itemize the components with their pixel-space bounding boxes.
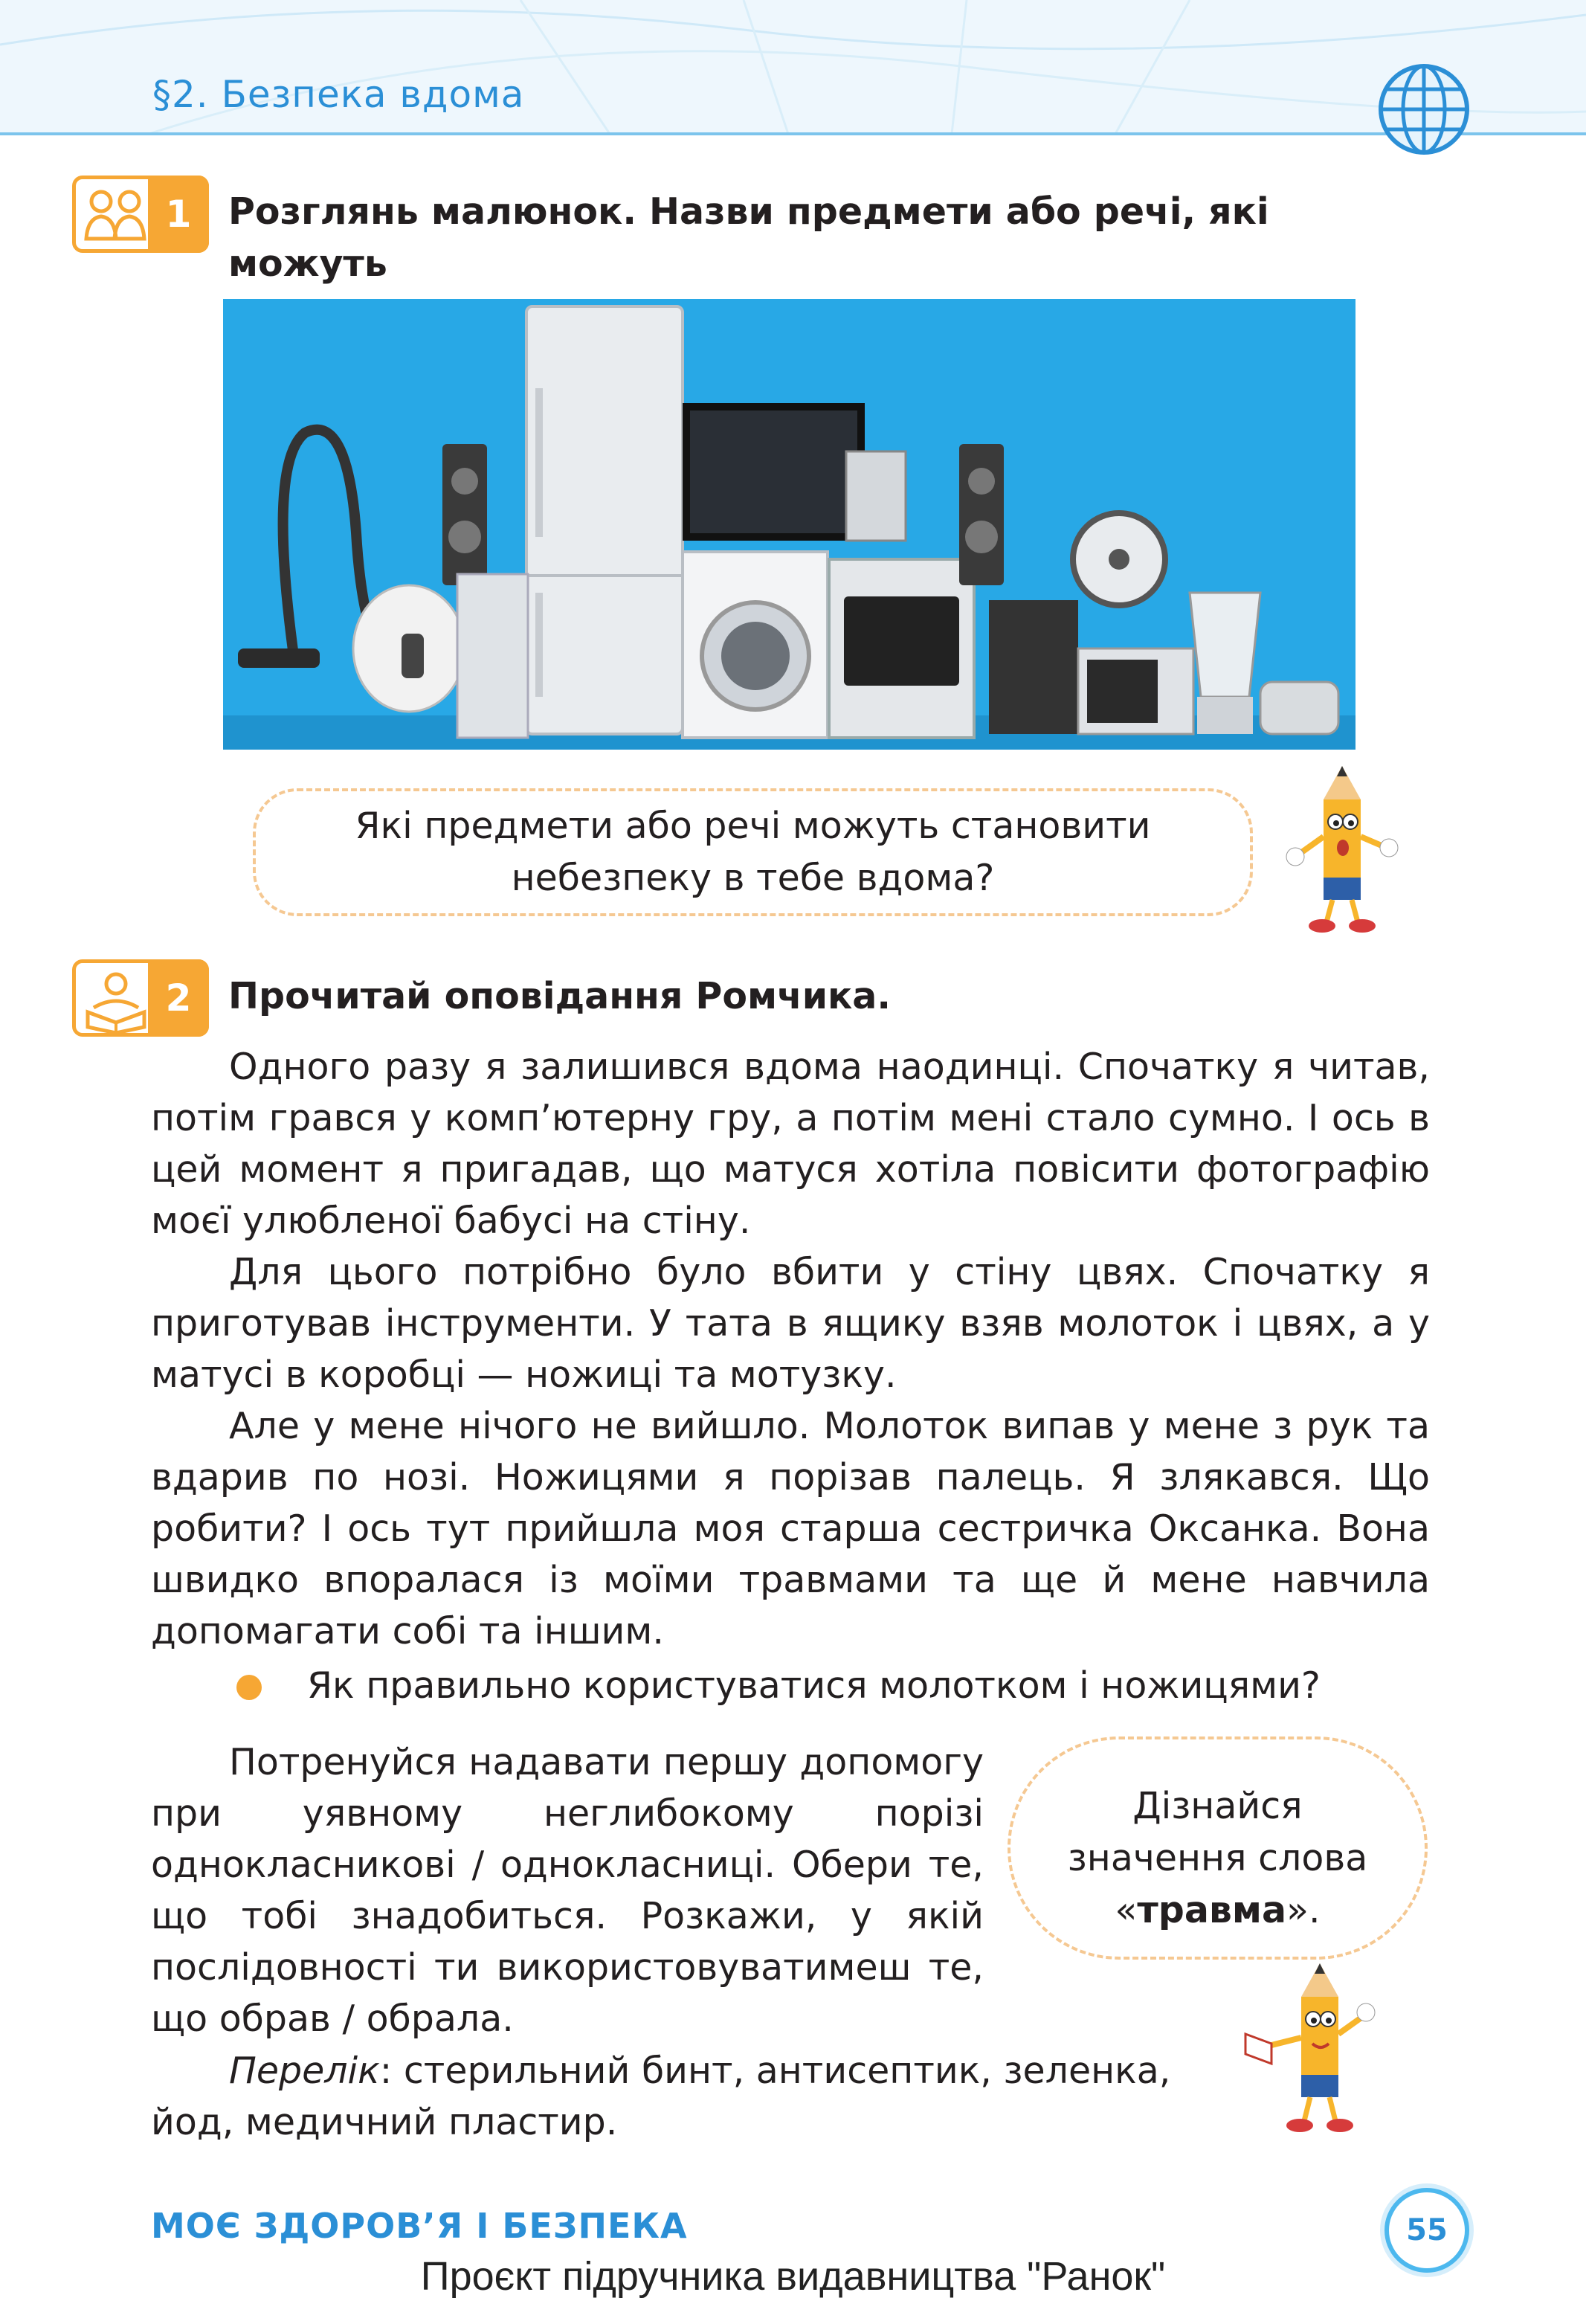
story-paragraph-1: Одного разу я залишився вдома наодинці. Спочатку я читав, потім грався у комп’ютерну гру, а потім мені стало сумно. І ось в цей момент я пригадав, що матуся хотіла повісити фотографію моєї улюбленої бабусі на стіну. <box>151 1046 1430 1242</box>
supply-list-label: Перелік <box>229 2050 380 2092</box>
supply-list-items: : стерильний бинт, антисептик, зеленка, йод, медичний пластир. <box>151 2050 1171 2143</box>
group-icon <box>80 185 152 249</box>
question-bubble-1 <box>253 788 1253 916</box>
task-badge-1 <box>72 176 209 253</box>
story-paragraph-2: Для цього потрібно було вбити у стіну цвях. Спочатку я приготував інструменти. У тата в ящику взяв молоток і цвях, а у матусі в коробці — ножиці та мотузку. <box>151 1251 1430 1396</box>
page-number: 55 <box>1384 2188 1469 2273</box>
bubble1-line2: небезпеку в тебе вдома? <box>511 857 995 899</box>
bubble2-line1: Дізнайся <box>1132 1785 1303 1827</box>
story-text <box>151 1041 1430 1657</box>
task-badge-2 <box>72 959 209 1037</box>
vocabulary-bubble <box>1008 1736 1428 1960</box>
exercise-paragraph: Потренуйся надавати першу допомогу при уявному неглибокому порізі однокласникові / однокласниці. Обери те, що тобі знадобиться. Розкажи, у якій послідовності ти використовуватимеш те, що обрав / обрала. <box>151 1741 984 2040</box>
globe-icon <box>1376 61 1472 158</box>
appliances-image <box>223 299 1355 750</box>
pencil-mascot-reading-icon <box>1238 1963 1387 2142</box>
story-paragraph-3: Але у мене нічого не вийшло. Молоток випав у мене з рук та вдарив по нозі. Ножицями я порізав палець. Я злякався. Що робити? І ось тут прийшла моя старша сестричка Оксанка. Вона швидко впоралася із моїми травмами та ще й мене навчила допомагати собі та іншим. <box>151 1405 1430 1652</box>
book-title: МОЄ ЗДОРОВ’Я І БЕЗПЕКА <box>151 2206 688 2246</box>
pencil-mascot-icon <box>1279 766 1405 937</box>
bubble2-line2: значення слова <box>1067 1837 1368 1879</box>
vocabulary-word: травма <box>1137 1889 1287 1931</box>
reader-icon <box>80 969 152 1033</box>
bubble1-line1: Які предмети або речі можуть становити <box>355 805 1151 847</box>
task1-title-line1: Розглянь малюнок. Назви предмети або речі, які можуть <box>228 190 1269 285</box>
section-title: §2. Безпека вдома <box>152 73 525 116</box>
header-rule <box>0 132 1586 135</box>
bullet-icon <box>236 1675 262 1700</box>
exercise-text <box>151 1736 984 2044</box>
task2-title: Прочитай оповідання Ромчика. <box>228 975 891 1017</box>
supply-list <box>151 2045 1192 2148</box>
question-text: Як правильно користуватися молотком і ножицями? <box>307 1664 1321 1707</box>
bubble2-line3: «травма». <box>1115 1889 1321 1931</box>
task-number: 1 <box>148 176 209 253</box>
appliances-illustration <box>223 299 1355 750</box>
task-number: 2 <box>148 959 209 1037</box>
publisher-note: Проєкт підручника видавництва "Ранок" <box>420 2254 1166 2299</box>
